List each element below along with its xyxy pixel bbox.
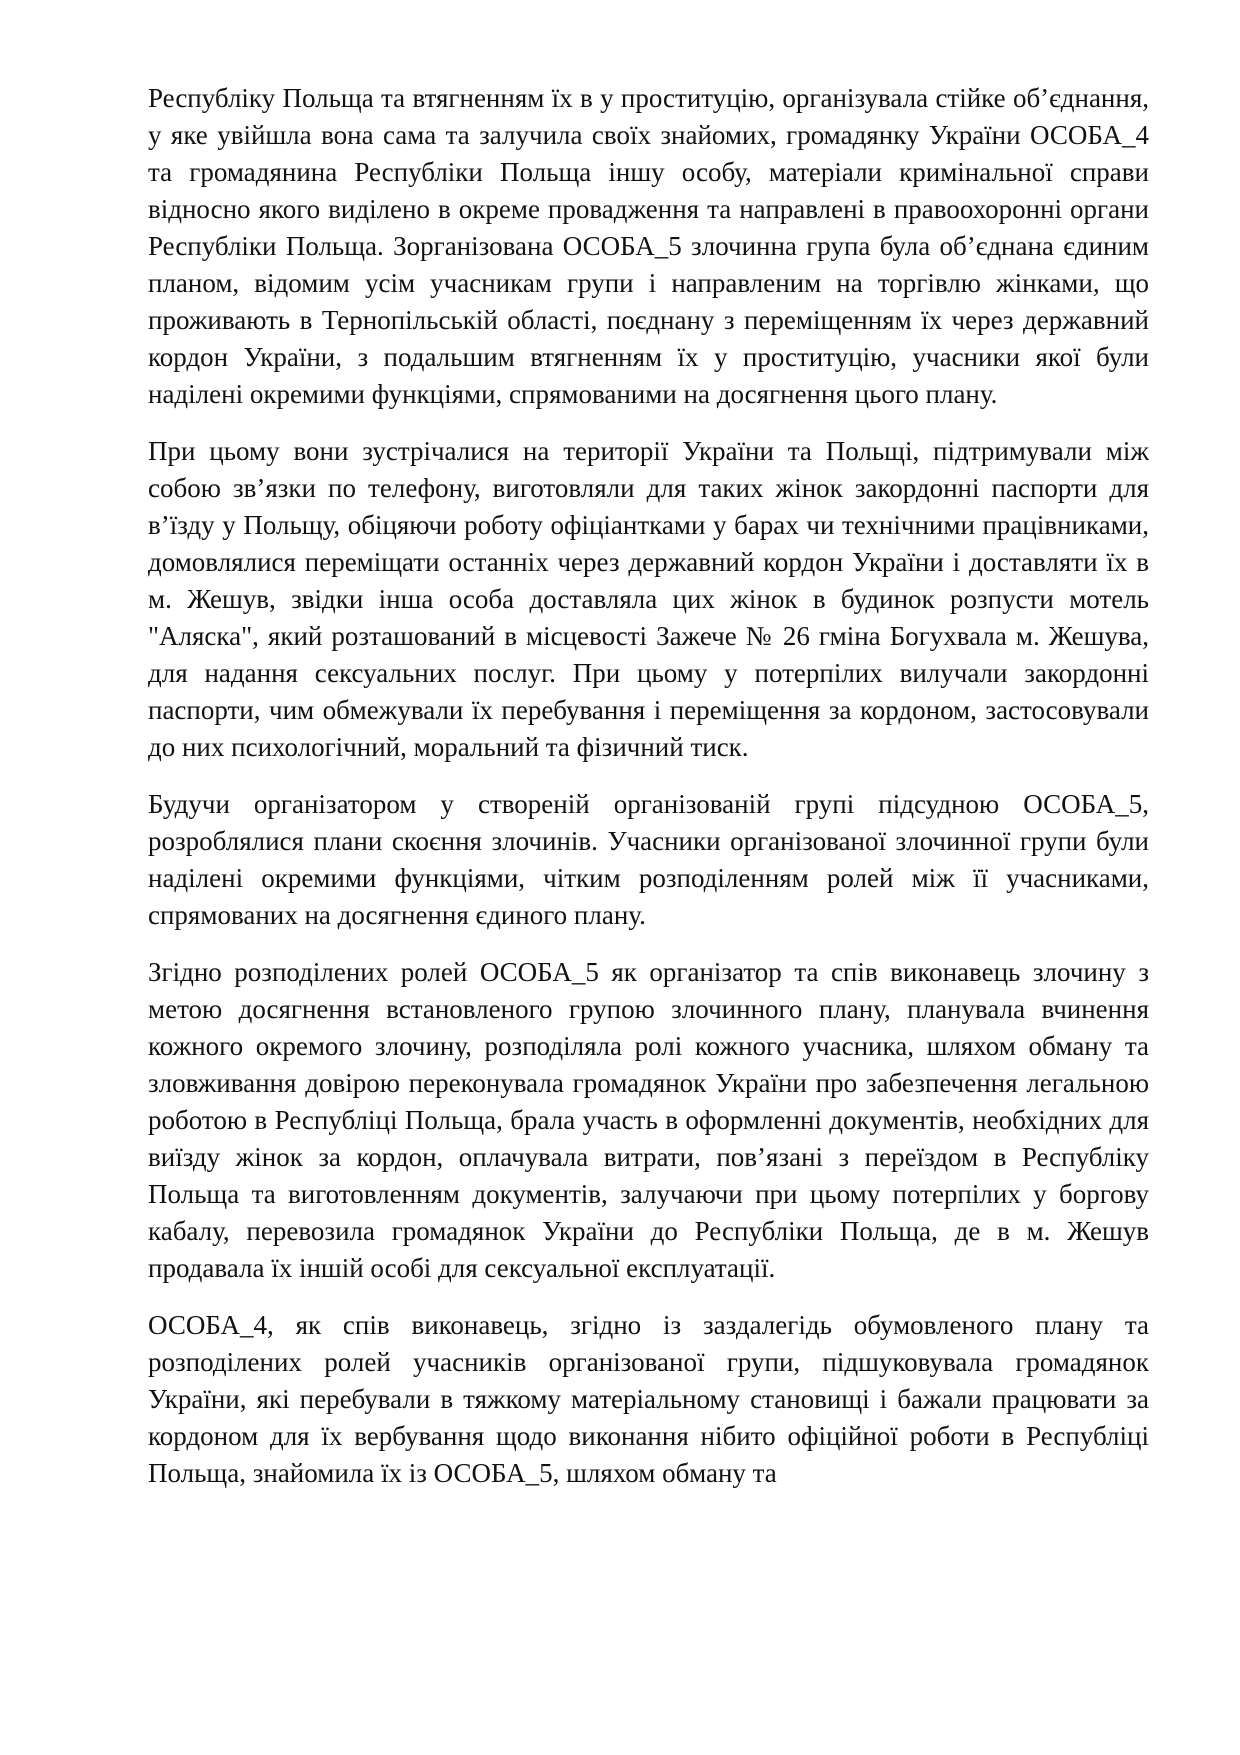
- paragraph-3: Будучи організатором у створеній організованій групі підсудною ОСОБА_5, розроблялися плани скоєння злочинів. Учасники організованої злочинної групи були наділені окремими функціями, чітким розподіленням ролей між її учасниками, спрямованих на досягнення єдиного плану.: [148, 789, 1149, 930]
- paragraph-4: Згідно розподілених ролей ОСОБА_5 як організатор та спів виконавець злочину з метою досягнення встановленого групою злочинного плану, планувала вчинення кожного окремого злочину, розподіляла ролі кожного учасника, шляхом обману та зловживання довірою переконувала громадянок України про забезпечення легальною роботою в Республіці Польща, брала участь в оформленні документів, необхідних для виїзду жінок за кордон, оплачувала витрати, пов’язані з переїздом в Республіку Польща та виготовленням документів, залучаючи при цьому потерпілих у боргову кабалу, перевозила громадянок України до Республіки Польща, де в м. Жешув продавала їх іншій особі для сексуальної експлуатації.: [148, 957, 1149, 1283]
- document-page: [148, 80, 1149, 1512]
- paragraph-1: Республіку Польща та втягненням їх в у проституцію, організувала стійке об’єднання, у яке увійшла вона сама та залучила своїх знайомих, громадянку України ОСОБА_4 та громадянина Республіки Польща іншу особу, матеріали кримінальної справи відносно якого виділено в окреме провадження та направлені в правоохоронні органи Республіки Польща. Зорганізована ОСОБА_5 злочинна група була об’єднана єдиним планом, відомим усім учасникам групи і направленим на торгівлю жінками, що проживають в Тернопільській області, поєднану з переміщенням їх через державний кордон України, з подальшим втягненням їх у проституцію, учасники якої були наділені окремими функціями, спрямованими на досягнення цього плану.: [148, 83, 1149, 409]
- paragraph-5: ОСОБА_4, як спів виконавець, згідно із заздалегідь обумовленого плану та розподілених ролей учасників організованої групи, підшуковувала громадянок України, які перебували в тяжкому матеріальному становищі і бажали працювати за кордоном для їх вербування щодо виконання нібито офіційної роботи в Республіці Польща, знайомила їх із ОСОБА_5, шляхом обману та: [148, 1310, 1149, 1488]
- paragraph-2: При цьому вони зустрічалися на території України та Польщі, підтримували між собою зв’язки по телефону, виготовляли для таких жінок закордонні паспорти для в’їзду у Польщу, обіцяючи роботу офіціантками у барах чи технічними працівниками, домовлялися переміщати останніх через державний кордон України і доставляти їх в м. Жешув, звідки інша особа доставляла цих жінок в будинок розпусти мотель "Аляска", який розташований в місцевості Зажече № 26 гміна Богухвала м. Жешува, для надання сексуальних послуг. При цьому у потерпілих вилучали закордонні паспорти, чим обмежували їх перебування і переміщення за кордоном, застосовували до них психологічний, моральний та фізичний тиск.: [148, 436, 1149, 762]
